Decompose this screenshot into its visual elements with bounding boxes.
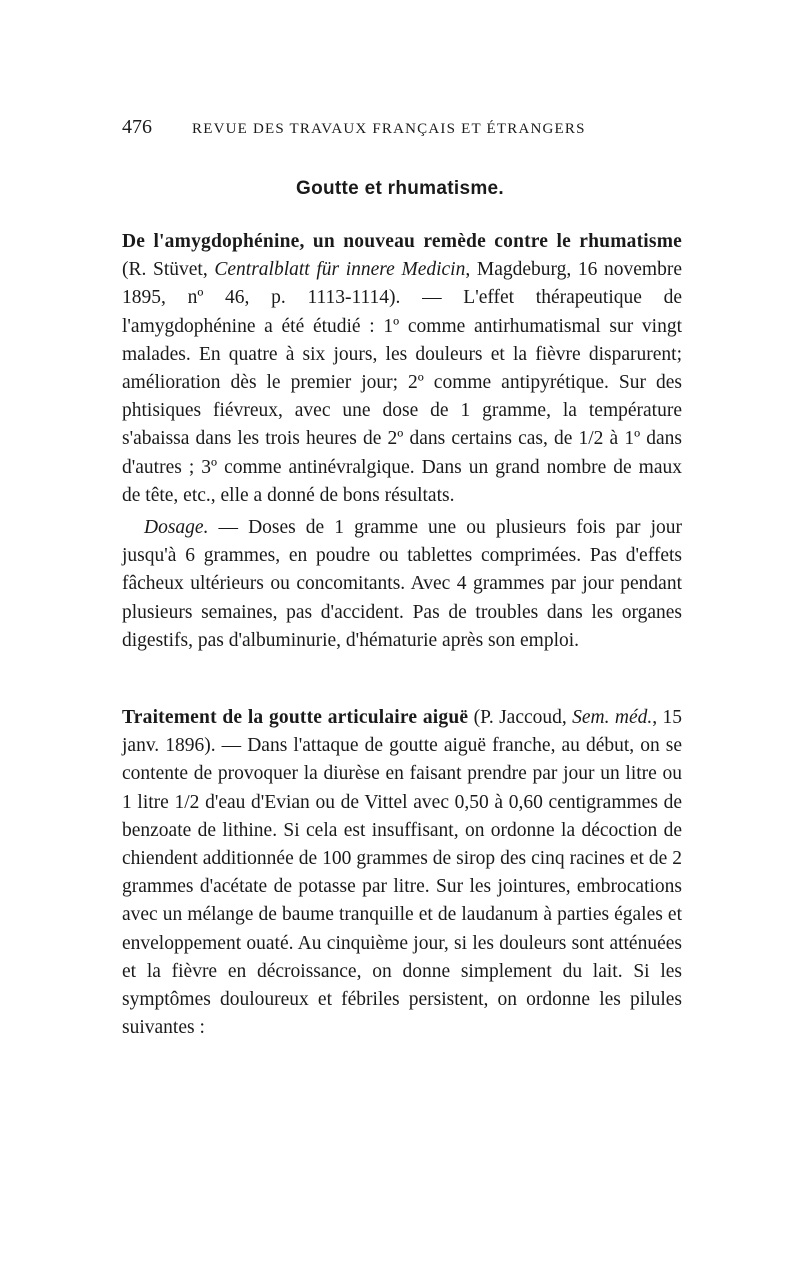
dosage-label: Dosage. (144, 517, 209, 538)
article-body: — Dans l'attaque de goutte aiguë franche, au début, on se contente de provoquer la diurèse en faisant prendre par jour un litre ou 1 litre 1/2 d'eau d'Evian ou de Vittel avec 0,50 à 0,60 centigrammes de benzoate de lithine. Si cela est insuffisant, on ordonne la décoction de chiendent additionnée de 100 grammes de sirop des cinq racines et de 2 grammes d'acétate de potasse par litre. Sur les jointures, embrocations avec un mélange de baume tranquille et de laudanum à parties égales et enveloppement ouaté. Au cinquième jour, si les douleurs sont atténuées et la fièvre en décroissance, on donne simplement du lait. Si les symptômes douloureux et fébriles persistent, on ordonne les pilules suivantes : (122, 735, 682, 1039)
dosage-paragraph (122, 514, 682, 655)
section-title: Goutte et rhumatisme. (296, 178, 504, 199)
running-head (122, 116, 682, 140)
citation-rest: , 15 janv. 1896). (122, 707, 682, 757)
article-goutte (122, 704, 682, 1042)
article-amygdophenine (122, 228, 682, 510)
article-heading: Traitement de la goutte articulaire aiguë (122, 707, 469, 728)
article-paragraph (122, 704, 682, 1042)
citation-open: (P. Jaccoud, (468, 707, 573, 728)
article-heading: De l'amygdophénine, un nouveau remède contre le rhumatisme (122, 231, 682, 252)
journal-title: REVUE DES TRAVAUX FRANÇAIS ET ÉTRANGERS (192, 121, 586, 137)
citation-open: (R. Stüvet, (122, 259, 215, 281)
dosage-body: — Doses de 1 gramme une ou plusieurs fois par jour jusqu'à 6 grammes, en poudre ou tablettes comprimées. Pas d'effets fâcheux ultérieurs ou concomitants. Avec 4 grammes par jour pendant plusieurs semaines, pas d'accident. Pas de troubles dans les organes digestifs, pas d'albuminurie, d'hématurie après son emploi. (122, 517, 682, 651)
article-body: — L'effet thérapeutique de l'amygdophénine a été étudié : 1º comme antirhumatismal sur vingt malades. En quatre à six jours, les douleurs et la fièvre disparurent; amélioration dès le premier jour; 2º comme antipyrétique. Sur des phtisiques fiévreux, avec une dose de 1 gramme, la température s'abaissa dans les trois heures de 2º dans certains cas, de 1/2 à 1º dans d'autres ; 3º comme antinévralgique. Dans un grand nombre de maux de tête, etc., elle a donné de bons résultats. (122, 287, 683, 506)
page-number: 476 (122, 116, 152, 138)
dosage-section (122, 514, 682, 655)
citation-rest: , Magdeburg, 16 novembre 1895, nº 46, p. 1113-1114). (122, 259, 683, 309)
citation-journal: Sem. méd. (572, 707, 653, 728)
article-paragraph (122, 228, 682, 510)
citation-journal: Centralblatt für innere Medicin (214, 259, 466, 281)
